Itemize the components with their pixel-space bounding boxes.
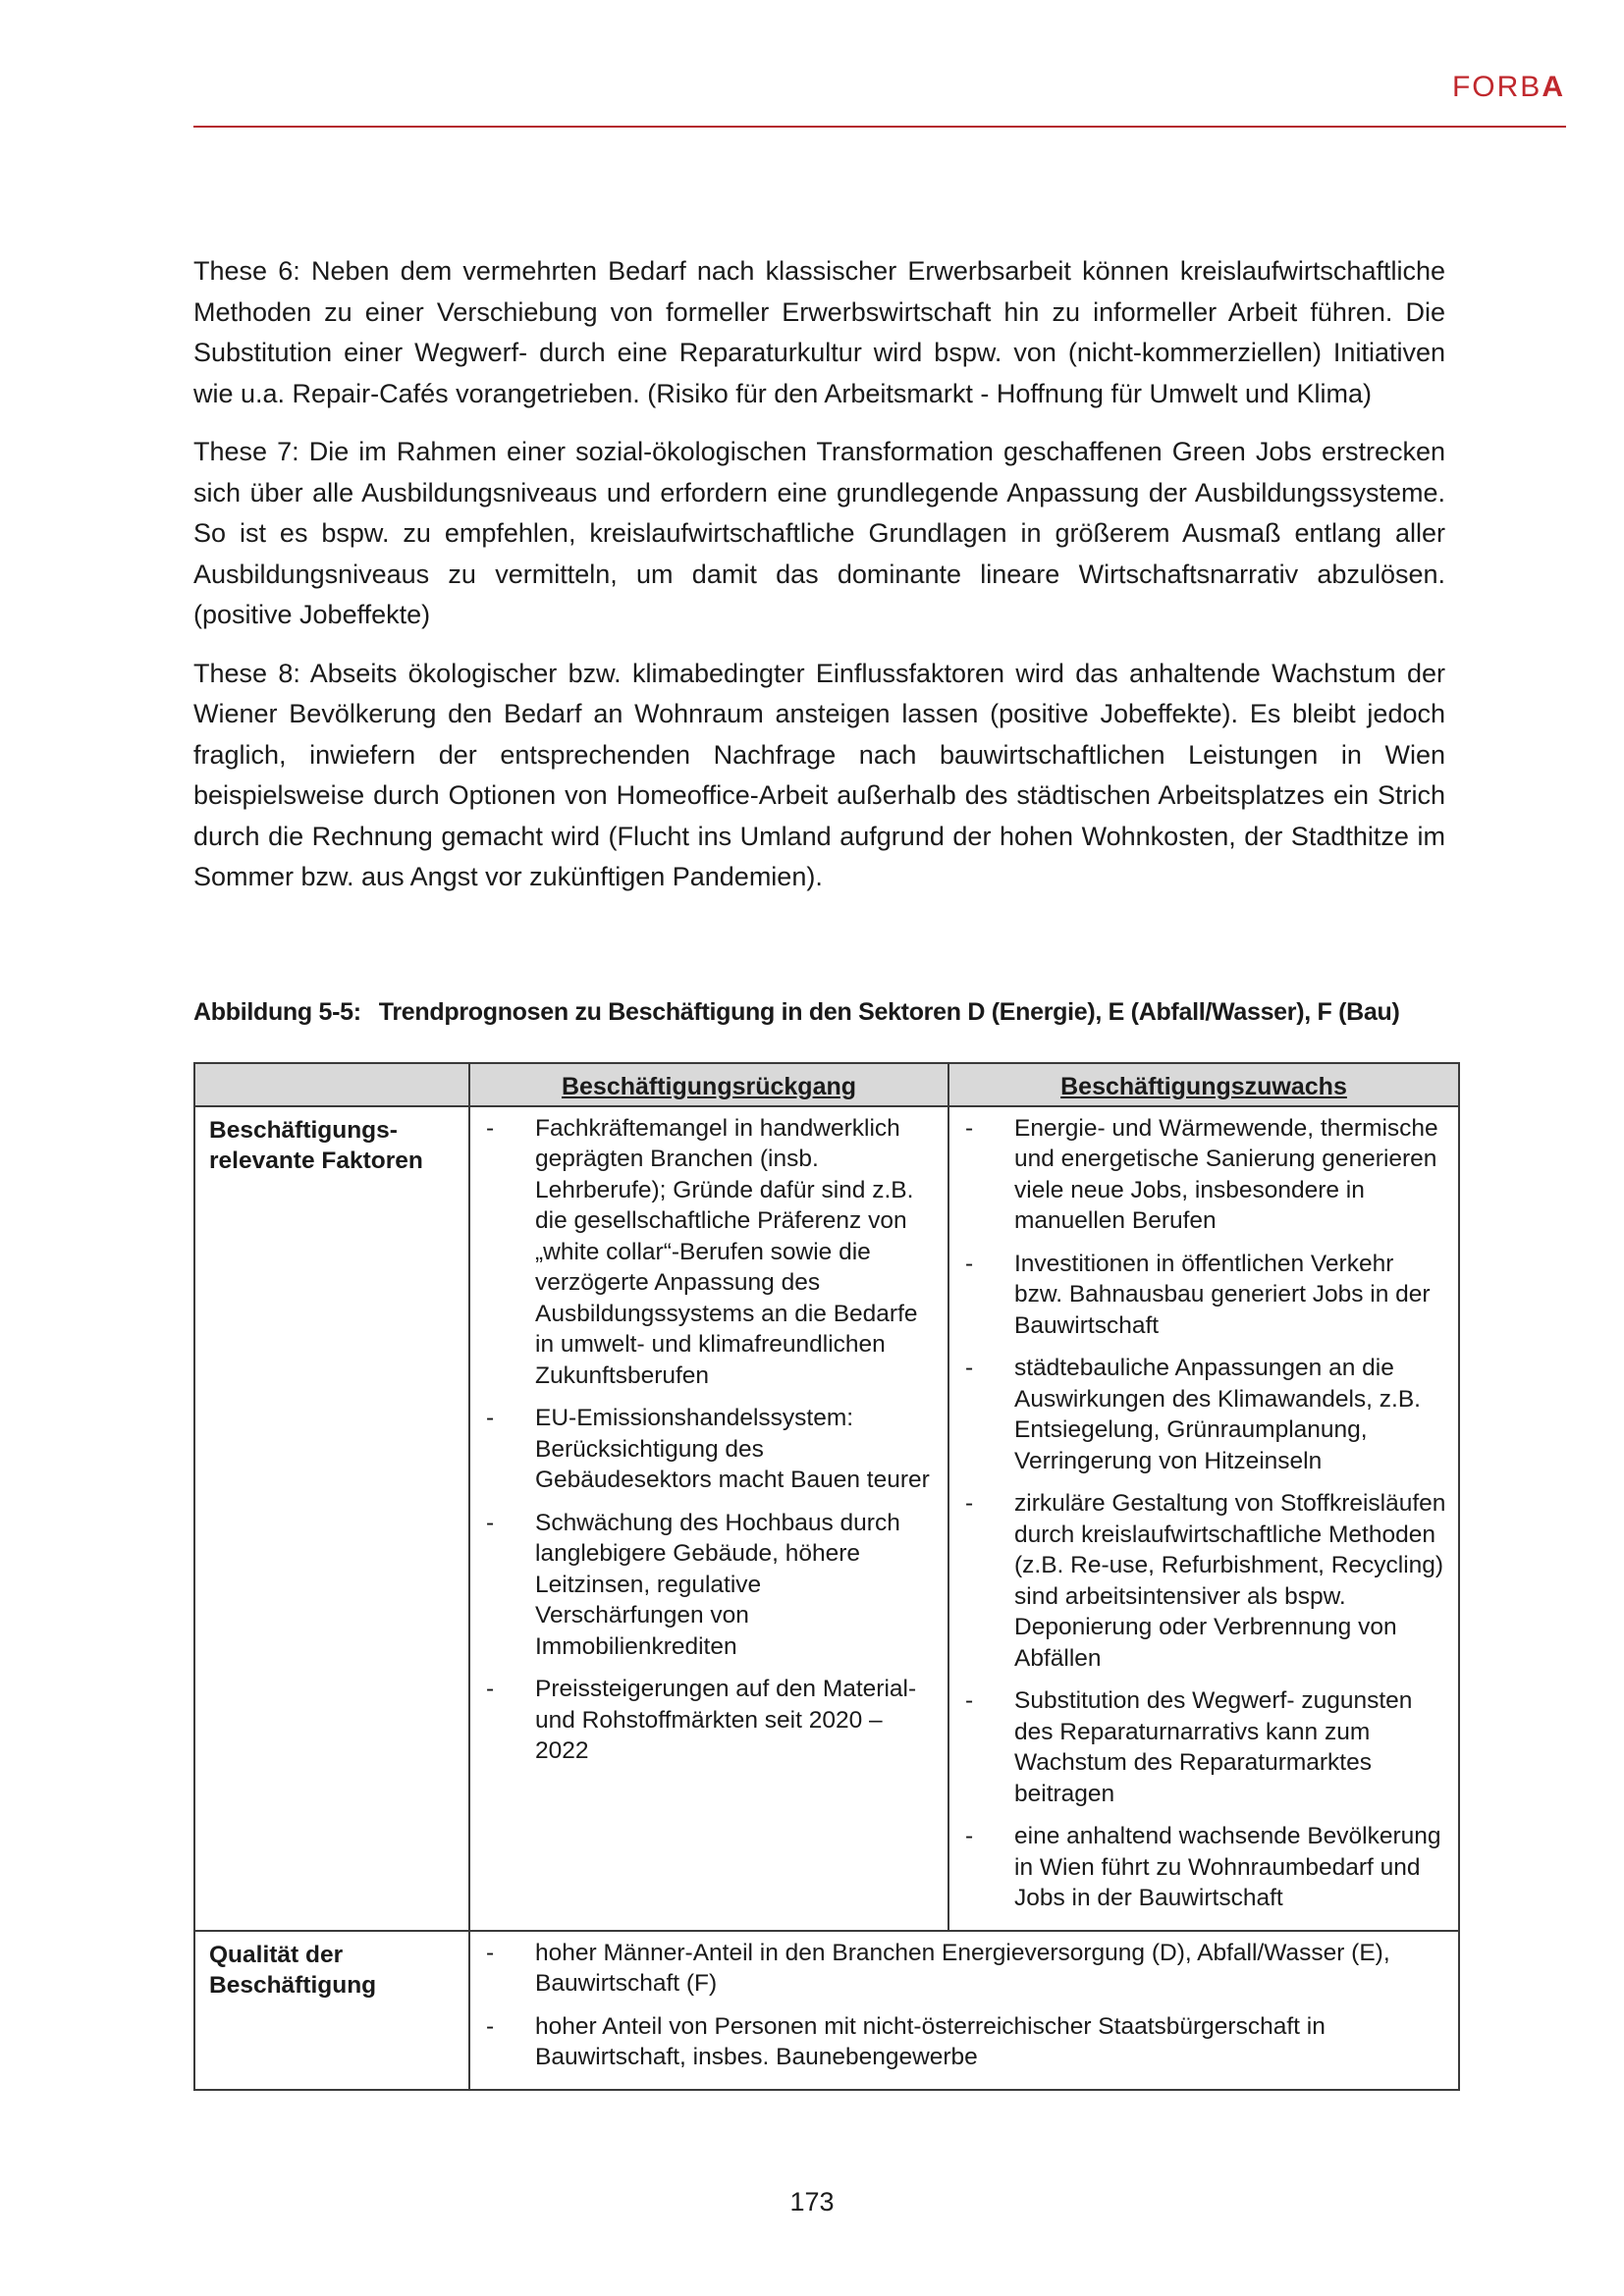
trend-table bbox=[193, 1062, 1460, 2091]
table-row-quality bbox=[194, 1931, 1459, 2090]
list-item: - Schwächung des Hochbaus durch langlebigere Gebäude, höhere Leitzinsen, regulative Verschärfungen von Immobilienkrediten bbox=[482, 1508, 936, 1663]
quality-list bbox=[482, 1938, 1446, 2073]
figure-caption bbox=[193, 998, 1470, 1027]
decline-list bbox=[482, 1113, 936, 1767]
list-item: - hoher Männer-Anteil in den Branchen Energieversorgung (D), Abfall/Wasser (E), Bauwirtschaft (F) bbox=[482, 1938, 1446, 2000]
list-item: - hoher Anteil von Personen mit nicht-österreichischer Staatsbürgerschaft in Bauwirtschaft, insbes. Baunebengewerbe bbox=[482, 2011, 1446, 2073]
list-item: - eine anhaltend wachsende Bevölkerung in Wien führt zu Wohnraumbedarf und Jobs in der Bauwirtschaft bbox=[961, 1821, 1446, 1914]
page-number: 173 bbox=[789, 2187, 835, 2216]
brand-logo bbox=[1452, 71, 1565, 104]
body-text bbox=[193, 251, 1445, 916]
list-item: - Substitution des Wegwerf- zugunsten des Reparaturnarrativs kann zum Wachstum des Reparaturmarktes beitragen bbox=[961, 1685, 1446, 1809]
brand-prefix: FORB bbox=[1451, 71, 1543, 103]
header-divider bbox=[193, 126, 1566, 128]
list-item: - Preissteigerungen auf den Material- und Rohstoffmärkten seit 2020 – 2022 bbox=[482, 1674, 936, 1767]
list-item: - EU-Emissionshandelssystem: Berücksichtigung des Gebäudesektors macht Bauen teurer bbox=[482, 1403, 936, 1496]
paragraph-these-7: These 7: Die im Rahmen einer sozial-ökologischen Transformation geschaffenen Green Jobs erstrecken sich über alle Ausbildungsniveaus und erfordern eine grundlegende Anpassung der Ausbildungssysteme. So ist es bspw. zu empfehlen, kreislaufwirtschaftliche Grundlagen in größerem Ausmaß entlang aller Ausbildungsniveaus zu vermitteln, um damit das dominante lineare Wirtschaftsnarrativ abzulösen. (positive Jobeffekte) bbox=[193, 437, 1445, 629]
figure-title: Trendprognosen zu Beschäftigung in den Sektoren D (Energie), E (Abfall/Wasser), F (Bau) bbox=[378, 998, 1400, 1026]
table-row-factors bbox=[194, 1106, 1459, 1931]
row-label-quality: Qualität der Beschäftigung bbox=[194, 1931, 469, 2090]
brand-accent: A bbox=[1542, 71, 1565, 103]
table-header-growth: Beschäftigungszuwachs bbox=[948, 1063, 1459, 1106]
table-header-decline: Beschäftigungsrückgang bbox=[469, 1063, 948, 1106]
list-item: - Investitionen in öffentlichen Verkehr bzw. Bahnausbau generiert Jobs in der Bauwirtschaft bbox=[961, 1249, 1446, 1342]
growth-list bbox=[961, 1113, 1446, 1914]
list-item: - zirkuläre Gestaltung von Stoffkreisläufen durch kreislaufwirtschaftliche Methoden (z.B. Re-use, Refurbishment, Recycling) sind arbeitsintensiver als bspw. Deponierung oder Verbrennung von Abfällen bbox=[961, 1488, 1446, 1674]
table-header-row bbox=[194, 1063, 1459, 1106]
list-item: - Energie- und Wärmewende, thermische und energetische Sanierung generieren viele neue Jobs, insbesondere in manuellen Berufen bbox=[961, 1113, 1446, 1237]
quality-cell bbox=[469, 1931, 1459, 2090]
list-item: - Fachkräftemangel in handwerklich geprägten Branchen (insb. Lehrberufe); Gründe dafür sind z.B. die gesellschaftliche Präferenz von „white collar“-Berufen sowie die verzögerte Anpassung des Ausbildungssystems an die Bedarfe in umwelt- und klimafreundlichen Zukunftsberufen bbox=[482, 1113, 936, 1392]
list-item: - städtebauliche Anpassungen an die Auswirkungen des Klimawandels, z.B. Entsiegelung, Grünraumplanung, Verringerung von Hitzeinseln bbox=[961, 1353, 1446, 1476]
paragraph-these-8: These 8: Abseits ökologischer bzw. klimabedingter Einflussfaktoren wird das anhaltende Wachstum der Wiener Bevölkerung den Bedarf an Wohnraum ansteigen lassen (positive Jobeffekte). Es bleibt jedoch fraglich, inwiefern der entsprechenden Nachfrage nach bauwirtschaftlichen Leistungen in Wien beispielsweise durch Optionen von Homeoffice-Arbeit außerhalb des städtischen Arbeitsplatzes ein Strich durch die Rechnung gemacht wird (Flucht ins Umland aufgrund der hohen Wohnkosten, der Stadthitze im Sommer bzw. aus Angst vor zukünftigen Pandemien). bbox=[193, 658, 1445, 891]
paragraph-these-6: These 6: Neben dem vermehrten Bedarf nach klassischer Erwerbsarbeit können kreislaufwirtschaftliche Methoden zu einer Verschiebung von formeller Erwerbswirtschaft hin zu informeller Arbeit führen. Die Substitution einer Wegwerf- durch eine Reparaturkultur wird bspw. von (nicht-kommerziellen) Initiativen wie u.a. Repair-Cafés vorangetrieben. (Risiko für den Arbeitsmarkt - Hoffnung für Umwelt und Klima) bbox=[193, 256, 1445, 408]
table-header-empty bbox=[194, 1063, 469, 1106]
decline-cell bbox=[469, 1106, 948, 1931]
growth-cell bbox=[948, 1106, 1459, 1931]
figure-number: Abbildung 5-5: bbox=[193, 998, 361, 1026]
row-label-factors: Beschäftigungs-relevante Faktoren bbox=[194, 1106, 469, 1931]
